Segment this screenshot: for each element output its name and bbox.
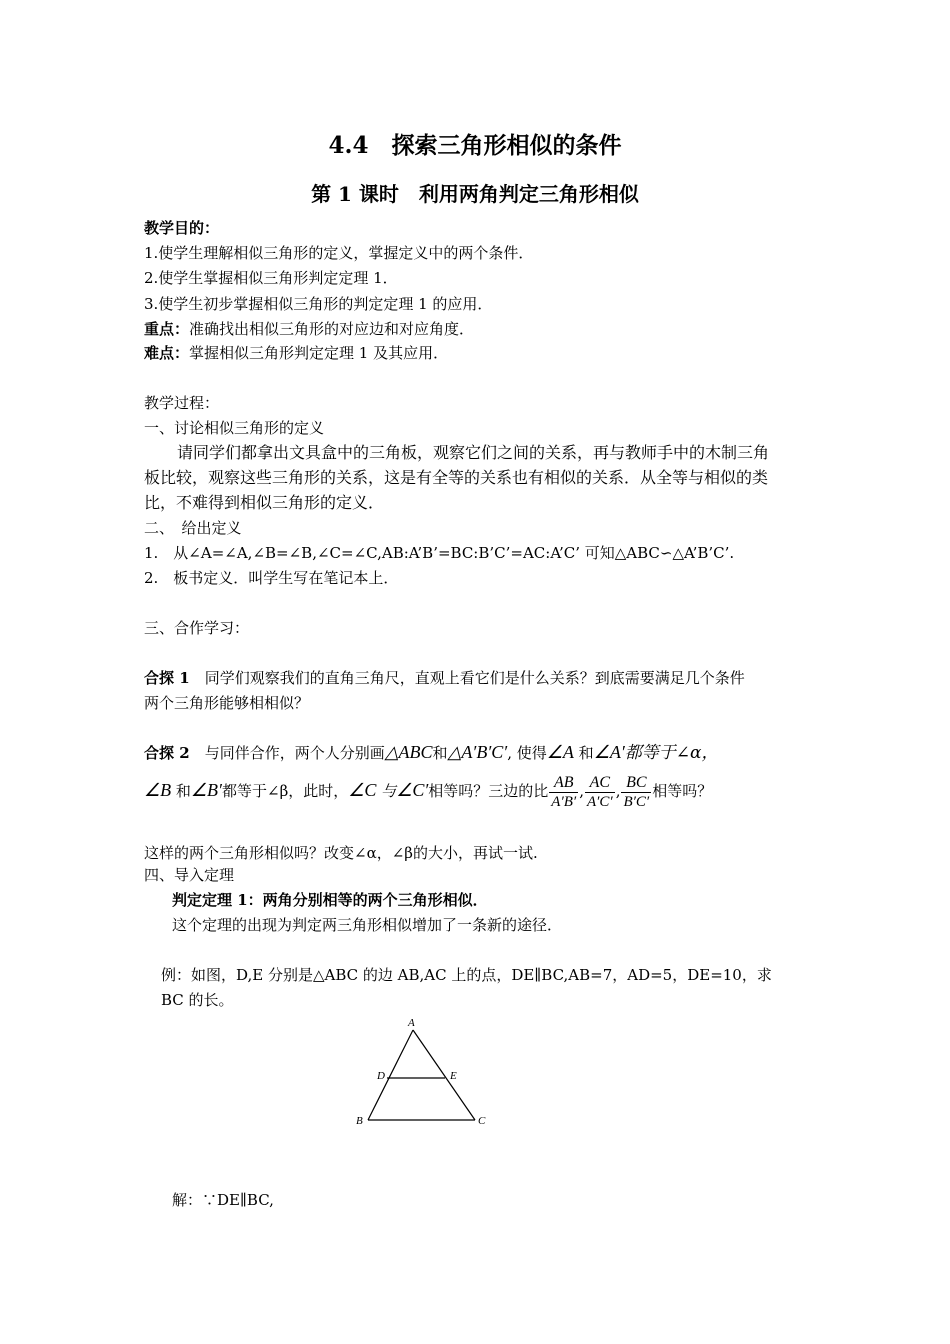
key-point-text: 准确找出相似三角形的对应边和对应角度．	[189, 320, 475, 338]
explore-1-text: 同学们观察我们的直角三角尺，直观上看它们是什么关系？到底需要满足几个条件	[204, 669, 745, 687]
fraction-ab-numerator: AB	[549, 774, 578, 793]
explore-1-line-1	[144, 668, 745, 688]
example-line-1: 例：如图，D,E 分别是△ABC 的边 AB,AC 上的点，DE∥BC,AB=7，AD=5，DE=10，求	[161, 966, 772, 984]
theorem-1: 判定定理 1：两角分别相等的两个三角形相似．	[172, 891, 488, 909]
angle-b-prime: ∠B′	[190, 780, 222, 800]
fraction-ac	[585, 774, 615, 811]
key-point	[144, 319, 474, 339]
objective-item-3: 3.使学生初步掌握相似三角形的判定定理 1 的应用．	[144, 295, 493, 313]
process-heading: 教学过程：	[144, 394, 220, 412]
triangle-abc: △ABC	[384, 742, 433, 762]
fraction-bc	[621, 774, 651, 811]
explore-2-line-3: 这样的两个三角形相似吗？改变∠α，∠β的大小，再试一试.	[144, 844, 538, 862]
angle-a: ∠A	[546, 742, 574, 762]
explore-2-line-2	[144, 769, 712, 812]
explore-2-label: 合探 2	[144, 744, 190, 762]
objective-item-1: 1.使学生理解相似三角形的定义，掌握定义中的两个条件．	[144, 244, 534, 262]
fraction-separator-1: ,	[579, 782, 584, 800]
angle-c-prime: ∠C′	[396, 780, 429, 800]
section-2-item-2: 2. 板书定义．叫学生写在笔记本上．	[144, 569, 399, 587]
explore-2-text-e: 相等吗？三边的比	[428, 782, 549, 800]
label-d: D	[377, 1070, 385, 1082]
explore-2-text-c: 都等于∠α，	[624, 743, 719, 763]
label-b: B	[356, 1115, 363, 1127]
label-a: A	[408, 1017, 415, 1029]
fraction-ac-numerator: AC	[585, 774, 615, 793]
explore-2-text-a: 与同伴合作，两个人分别画	[204, 744, 385, 762]
side-ab	[368, 1030, 413, 1120]
explore-1-label: 合探 1	[144, 669, 190, 687]
page-title: 4.4 探索三角形相似的条件	[328, 132, 622, 159]
angle-c: ∠C	[348, 780, 377, 800]
objectives-heading: 教学目的：	[144, 219, 220, 237]
fraction-bc-denominator: B′C′	[623, 793, 650, 810]
section-2-heading: 二、 给出定义	[144, 519, 242, 537]
section-1-para-line-2: 板比较，观察这些三角形的关系，这是有全等的关系也有相似的关系．从全等与相似的类	[144, 468, 769, 487]
explore-2-and-2: 和	[573, 744, 594, 762]
section-1-para-line-1: 请同学们都拿出文具盒中的三角板，观察它们之间的关系，再与教师手中的木制三角	[177, 443, 770, 462]
solution-line-1: 解：∵DE∥BC,	[172, 1191, 274, 1209]
side-ac	[413, 1030, 475, 1120]
difficulty-text: 掌握相似三角形判定定理 1 及其应用．	[189, 344, 449, 362]
objective-item-2: 2.使学生掌握相似三角形判定定理 1．	[144, 269, 398, 287]
section-3-heading: 三、合作学习：	[144, 619, 250, 637]
label-e: E	[450, 1070, 457, 1082]
example-line-2: BC 的长。	[161, 991, 234, 1009]
explore-2-text-f: 相等吗？	[652, 782, 713, 800]
triangle-abc-prime: △A′B′C′	[447, 742, 508, 762]
fraction-bc-numerator: BC	[621, 774, 651, 793]
explore-2-line-1	[144, 740, 719, 765]
section-1-para-line-3: 比，不难得到相似三角形的定义．	[144, 493, 385, 512]
fraction-separator-2: ,	[615, 782, 621, 800]
explore-2-with: 与	[376, 782, 397, 800]
section-2-item-1: 1. 从∠A=∠A,∠B=∠B,∠C=∠C,AB:A’B’=BC:B’C’=AC:A’C’ 可知△ABC∽△A’B’C’.	[144, 544, 735, 562]
section-1-heading: 一、讨论相似三角形的定义	[144, 419, 325, 437]
angle-b: ∠B	[144, 780, 172, 800]
key-point-label: 重点：	[144, 320, 190, 338]
explore-2-text-b: , 使得	[507, 744, 547, 762]
angle-a-prime: ∠A′	[593, 742, 625, 762]
section-4-heading: 四、导入定理	[144, 866, 235, 884]
difficulty	[144, 343, 448, 363]
fraction-ac-denominator: A′C′	[586, 793, 613, 810]
difficulty-label: 难点：	[144, 344, 190, 362]
theorem-note: 这个定理的出现为判定两三角形相似增加了一条新的途径．	[172, 916, 563, 934]
explore-2-and-3: 和	[171, 782, 191, 800]
explore-2-and: 和	[432, 744, 448, 762]
triangle-figure	[350, 1010, 500, 1135]
explore-2-text-d: 都等于∠β，此时，	[222, 782, 349, 800]
explore-1-line-2: 两个三角形能够相相似？	[144, 694, 310, 712]
label-c: C	[478, 1115, 486, 1127]
fraction-ab	[549, 774, 578, 811]
fraction-ab-denominator: A′B′	[551, 793, 577, 810]
page-subtitle: 第 1 课时 利用两角判定三角形相似	[311, 182, 639, 206]
